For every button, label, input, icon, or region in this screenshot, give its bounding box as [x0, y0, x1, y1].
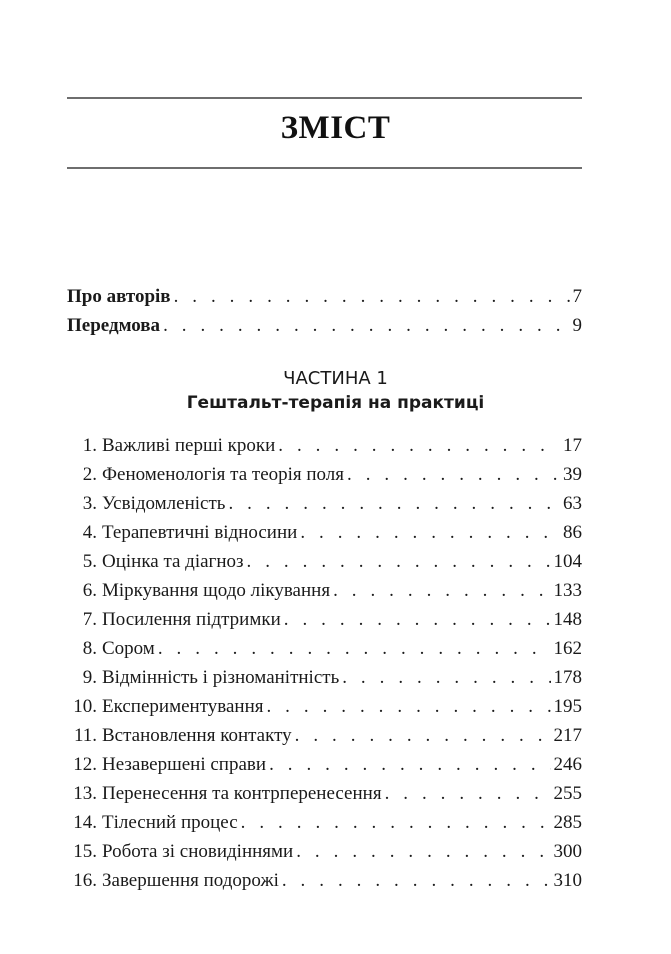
toc-entry-chapter-7[interactable]: [73, 606, 582, 634]
chapter-title: Робота зі сновидіннями: [102, 841, 294, 862]
entry-page-number: 246: [553, 754, 582, 775]
entry-page-number: 9: [572, 315, 582, 336]
entry-page-number: 162: [553, 638, 582, 659]
toc-entry-chapter-12[interactable]: [66, 751, 582, 779]
chapter-title: Феноменологія та теорія поля: [102, 464, 345, 485]
dot-leader: [333, 577, 550, 605]
toc-entry-chapter-16[interactable]: [66, 867, 582, 895]
chapter-title: Встановлення контакту: [102, 725, 292, 746]
dot-leader: [347, 461, 560, 489]
toc-entry-chapter-2[interactable]: [73, 461, 582, 489]
chapter-title: Усвідомленість: [102, 493, 226, 514]
chapter-title: Перенесення та контрперенесення: [102, 783, 382, 804]
chapter-number: 4.: [82, 522, 97, 543]
toc-entry-chapter-3[interactable]: [73, 490, 582, 518]
chapter-title: Важливі перші кроки: [102, 435, 276, 456]
bottom-divider: [67, 167, 582, 169]
dot-leader: [269, 751, 550, 779]
dot-leader: [163, 312, 569, 340]
chapter-number: 12.: [73, 754, 97, 775]
dot-leader: [295, 722, 551, 750]
chapter-number: 10.: [73, 696, 97, 717]
chapter-title: Незавершені справи: [102, 754, 267, 775]
part-heading: ЧАСТИНА 1: [283, 368, 388, 389]
toc-entry-chapter-10[interactable]: [66, 693, 582, 721]
toc-entry-preface[interactable]: [67, 312, 582, 340]
toc-entry-chapter-15[interactable]: [66, 838, 582, 866]
entry-page-number: 178: [553, 667, 582, 688]
toc-entry-chapter-9[interactable]: [73, 664, 582, 692]
chapter-number: 11.: [73, 725, 97, 746]
entry-page-number: 17: [563, 435, 582, 456]
chapter-title: Міркування щодо лікування: [102, 580, 331, 601]
toc-entry-chapter-4[interactable]: [73, 519, 582, 547]
part-subtitle: Гештальт-терапія на практиці: [186, 393, 485, 413]
chapter-number: 2.: [82, 464, 97, 485]
entry-page-number: 217: [553, 725, 582, 746]
entry-page-number: 300: [553, 841, 582, 862]
entry-page-number: 63: [563, 493, 582, 514]
dot-leader: [241, 809, 551, 837]
chapter-number: 15.: [73, 841, 97, 862]
toc-entry-chapter-1[interactable]: [73, 432, 582, 460]
entry-page-number: 133: [553, 580, 582, 601]
entry-page-number: 7: [572, 286, 582, 307]
chapter-title: Експериментування: [102, 696, 264, 717]
chapter-number: 9.: [82, 667, 97, 688]
chapter-number: 16.: [73, 870, 97, 891]
chapter-number: 6.: [82, 580, 97, 601]
page-title: ЗМІСТ: [280, 110, 391, 146]
chapter-number: 8.: [82, 638, 97, 659]
entry-page-number: 255: [553, 783, 582, 804]
dot-leader: [284, 606, 551, 634]
top-divider: [67, 97, 582, 99]
dot-leader: [282, 867, 551, 895]
chapter-title: Терапевтичні відносини: [102, 522, 298, 543]
dot-leader: [228, 490, 560, 518]
chapter-title: Завершення подорожі: [102, 870, 279, 891]
entry-label: Про авторів: [67, 286, 171, 307]
dot-leader: [174, 283, 570, 311]
entry-page-number: 86: [563, 522, 582, 543]
entry-page-number: 104: [553, 551, 582, 572]
entry-label: Передмова: [67, 315, 161, 336]
chapter-number: 1.: [82, 435, 97, 456]
chapter-number: 5.: [82, 551, 97, 572]
chapter-number: 7.: [82, 609, 97, 630]
chapter-number: 13.: [73, 783, 97, 804]
toc-entry-chapter-5[interactable]: [73, 548, 582, 576]
dot-leader: [278, 432, 560, 460]
toc-entry-chapter-13[interactable]: [66, 780, 582, 808]
toc-entry-chapter-14[interactable]: [66, 809, 582, 837]
dot-leader: [342, 664, 550, 692]
dot-leader: [300, 519, 560, 547]
chapter-title: Відмінність і різноманітність: [102, 667, 340, 688]
dot-leader: [247, 548, 551, 576]
dot-leader: [158, 635, 551, 663]
dot-leader: [385, 780, 551, 808]
entry-page-number: 39: [563, 464, 582, 485]
dot-leader: [296, 838, 550, 866]
chapter-title: Оцінка та діагноз: [102, 551, 244, 572]
chapter-number: 3.: [82, 493, 97, 514]
chapter-title: Тілесний процес: [102, 812, 238, 833]
toc-entry-chapter-6[interactable]: [73, 577, 582, 605]
chapter-title: Посилення підтримки: [102, 609, 281, 630]
entry-page-number: 195: [553, 696, 582, 717]
entry-page-number: 285: [553, 812, 582, 833]
chapter-title: Сором: [102, 638, 155, 659]
dot-leader: [266, 693, 550, 721]
entry-page-number: 310: [553, 870, 582, 891]
toc-entry-about-authors[interactable]: [67, 283, 582, 311]
chapter-number: 14.: [73, 812, 97, 833]
entry-page-number: 148: [553, 609, 582, 630]
toc-entry-chapter-11[interactable]: [66, 722, 582, 750]
toc-entry-chapter-8[interactable]: [73, 635, 582, 663]
